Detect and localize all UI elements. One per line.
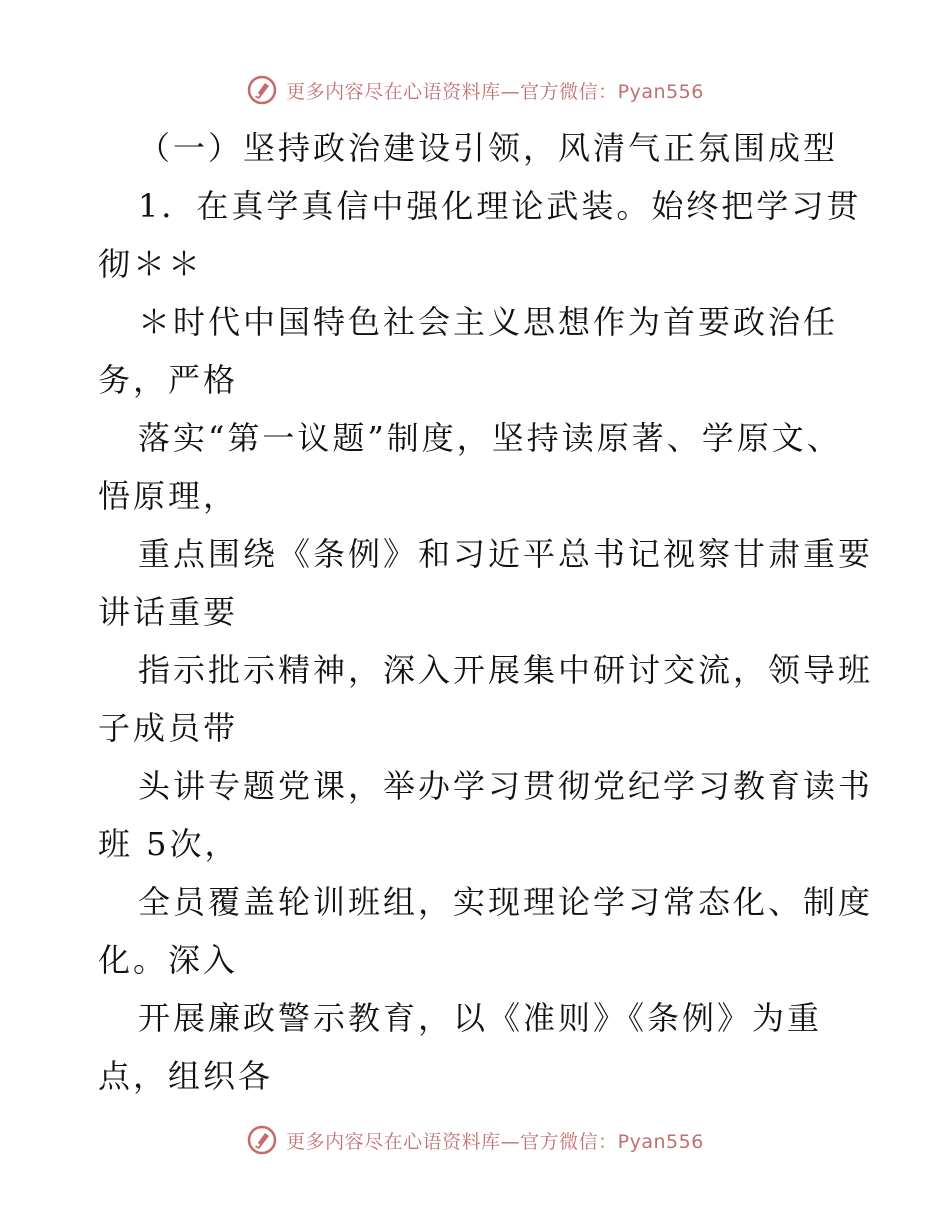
- paragraph-line: 子成员带: [98, 709, 239, 747]
- watermark-text: 更多内容尽在心语资料库—官方微信：Pyan556: [286, 80, 704, 103]
- paragraph-line: 全员覆盖轮训班组，实现理论学习常态化、制度: [138, 883, 874, 921]
- paragraph-line: 化。深入: [98, 941, 239, 979]
- paragraph-line: 悟原理，: [98, 477, 239, 515]
- paragraph-line: 1．在真学真信中强化理论武装。始终把学习贯: [138, 187, 862, 225]
- paragraph-line: ＊时代中国特色社会主义思想作为首要政治任: [138, 303, 839, 341]
- pen-nib-circle-icon: [246, 74, 278, 106]
- paragraph-line: 务，严格: [98, 361, 239, 399]
- paragraph-line: 开展廉政警示教育，以《准则》《条例》为重: [138, 999, 823, 1037]
- watermark-text: 更多内容尽在心语资料库—官方微信：Pyan556: [286, 1130, 704, 1153]
- paragraph-line: 点，组织各: [98, 1057, 274, 1095]
- watermark-banner-top: [0, 70, 950, 110]
- paragraph-line: 彻＊＊: [98, 245, 204, 283]
- paragraph-line: 头讲专题党课，举办学习贯彻党纪学习教育读书: [138, 767, 874, 805]
- pen-nib-circle-icon: [246, 1124, 278, 1156]
- paragraph-line: 落实“第一议题”制度，坚持读原著、学原文、: [138, 419, 842, 457]
- section-heading: （一）坚持政治建设引领，风清气正氛围成型: [138, 129, 839, 167]
- paragraph-line: 班 5次，: [98, 825, 240, 863]
- watermark-banner-bottom: [0, 1120, 950, 1160]
- paragraph-line: 重点围绕《条例》和习近平总书记视察甘肃重要: [138, 535, 874, 573]
- paragraph-line: 指示批示精神，深入开展集中研讨交流，领导班: [138, 651, 874, 689]
- paragraph-line: 讲话重要: [98, 593, 239, 631]
